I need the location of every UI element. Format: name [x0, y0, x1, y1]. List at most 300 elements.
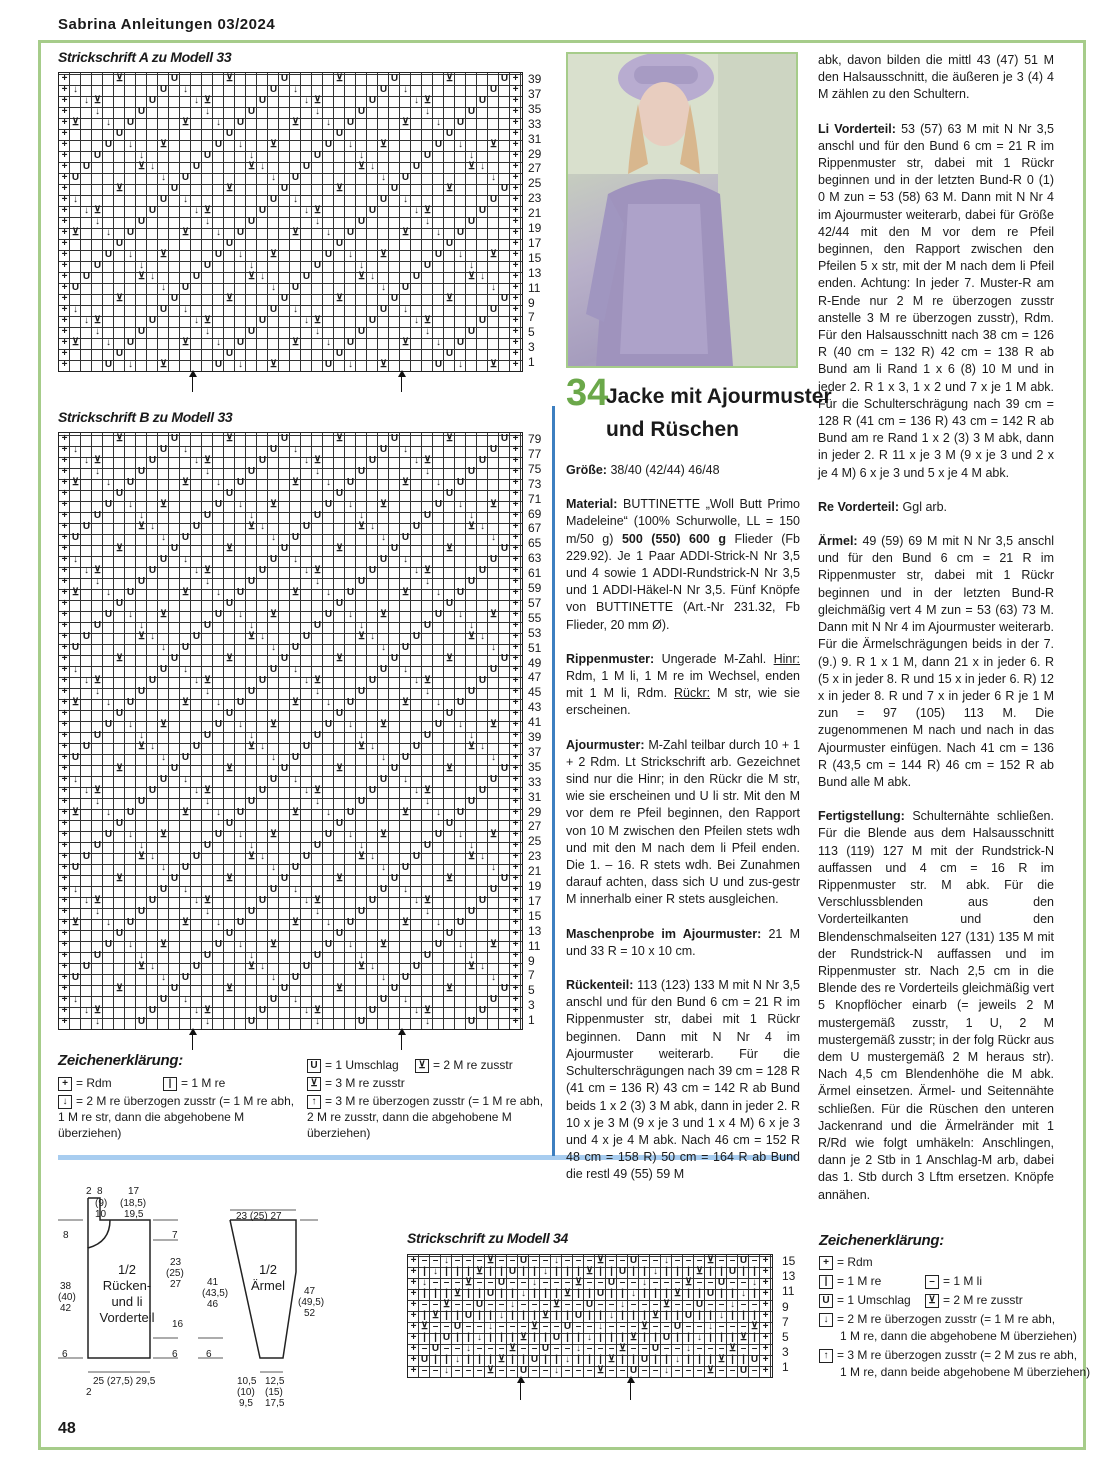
- stitch-symbol: +: [61, 796, 68, 807]
- stitch-symbol: ⊻: [115, 873, 124, 884]
- stitch-symbol: U: [148, 785, 157, 796]
- stitch-symbol: ↓: [183, 774, 188, 785]
- stitch-symbol: ↓: [466, 1343, 471, 1354]
- stitch-symbol: U: [269, 84, 278, 95]
- stitch-symbol: U: [137, 1016, 146, 1027]
- stitch-symbol: ⊻: [467, 521, 476, 532]
- stitch-symbol: ↓: [238, 359, 243, 370]
- stitch-symbol: U: [71, 752, 80, 763]
- stitch-symbol: ↓: [414, 565, 419, 576]
- stitch-symbol: ↓: [414, 315, 419, 326]
- stitch-symbol: U: [126, 337, 135, 348]
- stitch-symbol: ⊻: [247, 851, 256, 862]
- stitch-symbol: ↓: [359, 620, 364, 631]
- legend33-three-re: ⊻ = 3 M re zusstr: [307, 1075, 405, 1091]
- stitch-symbol: U: [324, 249, 333, 260]
- stitch-symbol: +: [61, 961, 68, 972]
- stitch-symbol: +: [512, 741, 519, 752]
- stitch-symbol: U: [357, 1016, 366, 1027]
- stitch-symbol: ↓: [315, 466, 320, 477]
- stitch-symbol: ⊻: [379, 719, 388, 730]
- stitch-symbol: ⊻: [486, 1365, 495, 1376]
- stitch-symbol: ⊻: [563, 1288, 572, 1299]
- stitch-symbol: ↓: [433, 1266, 438, 1277]
- stitch-symbol: U: [214, 139, 223, 150]
- stitch-symbol: ⊻: [401, 587, 410, 598]
- stitch-symbol: ↓: [491, 532, 496, 543]
- stitch-symbol: –: [432, 1299, 439, 1310]
- stitch-symbol: ↓: [719, 1310, 724, 1321]
- stitch-symbol: U: [302, 521, 311, 532]
- stitch-symbol: ⊻: [467, 271, 476, 282]
- stitch-symbol: +: [512, 315, 519, 326]
- stitch-symbol: –: [498, 1299, 505, 1310]
- stitch-symbol: U: [236, 697, 245, 708]
- stitch-symbol: |: [610, 1266, 613, 1277]
- stitch-symbol: ⊻: [497, 1354, 506, 1365]
- stitch-symbol: U: [115, 348, 124, 359]
- stitch-symbol: ⊻: [225, 873, 234, 884]
- stitch-symbol: U: [104, 249, 113, 260]
- stitch-symbol: ⊻: [225, 653, 234, 664]
- stitch-symbol: +: [410, 1354, 417, 1365]
- stitch-symbol: +: [61, 741, 68, 752]
- stitch-symbol: U: [368, 565, 377, 576]
- rdm-symbol-icon: +: [58, 1077, 72, 1091]
- stitch-symbol: ↓: [106, 917, 111, 928]
- stitch-symbol: +: [61, 161, 68, 172]
- chart-34-grid: [407, 1254, 773, 1378]
- sk2p-icon: ↑: [307, 1095, 321, 1109]
- stitch-symbol: ↓: [161, 972, 166, 983]
- stitch-symbol: ⊻: [313, 315, 322, 326]
- row-number: 27: [528, 161, 542, 176]
- stitch-symbol: ⊻: [335, 433, 344, 444]
- stitch-symbol: |: [511, 1288, 514, 1299]
- stitch-symbol: +: [410, 1277, 417, 1288]
- stitch-symbol: +: [61, 807, 68, 818]
- stitch-symbol: U: [170, 543, 179, 554]
- stitch-symbol: ↓: [194, 1005, 199, 1016]
- stitch-symbol: +: [512, 752, 519, 763]
- stitch-symbol: ↓: [293, 194, 298, 205]
- stitch-symbol: ↓: [370, 271, 375, 282]
- stitch-symbol: U: [104, 139, 113, 150]
- stitch-symbol: ↓: [304, 95, 309, 106]
- row-number: 35: [528, 759, 542, 774]
- stitch-symbol: U: [159, 774, 168, 785]
- stitch-symbol: +: [61, 928, 68, 939]
- legend33-rdm: + = Rdm: [58, 1075, 112, 1091]
- stitch-symbol: +: [512, 139, 519, 150]
- stitch-symbol: |: [533, 1288, 536, 1299]
- stitch-symbol: –: [740, 1321, 747, 1332]
- stitch-symbol: U: [291, 172, 300, 183]
- stitch-symbol: +: [61, 172, 68, 183]
- stitch-symbol: –: [564, 1365, 571, 1376]
- rib-paragraph: Rippenmuster: Ungerade M-Zahl. Hinr: Rdm, 1 M li, 1 M re im Wechsel, enden mit 1 M li, Rdm. Rückr: M str, wie sie erscheinen.: [566, 651, 800, 718]
- legend34-re: | = 1 M re: [819, 1273, 881, 1289]
- stitch-symbol: ⊻: [739, 1332, 748, 1343]
- row-number: 47: [528, 670, 542, 685]
- legend34-li: – = 1 M li: [925, 1273, 982, 1289]
- stitch-symbol: U: [401, 862, 410, 873]
- stitch-symbol: |: [621, 1354, 624, 1365]
- stitch-symbol: U: [82, 271, 91, 282]
- stitch-symbol: |: [566, 1310, 569, 1321]
- stitch-symbol: ↓: [150, 851, 155, 862]
- stitch-symbol: +: [61, 1016, 68, 1027]
- row-number: 33: [528, 774, 542, 789]
- stitch-symbol: ↓: [741, 1288, 746, 1299]
- stitch-symbol: U: [181, 642, 190, 653]
- stitch-symbol: |: [467, 1332, 470, 1343]
- stitch-symbol: –: [696, 1277, 703, 1288]
- stitch-symbol: |: [423, 1332, 426, 1343]
- stitch-symbol: U: [324, 719, 333, 730]
- stitch-symbol: U: [357, 796, 366, 807]
- stitch-symbol: ↓: [95, 326, 100, 337]
- stitch-symbol: +: [512, 664, 519, 675]
- stitch-symbol: |: [522, 1310, 525, 1321]
- stitch-symbol: ↓: [161, 282, 166, 293]
- stitch-symbol: ↓: [381, 282, 386, 293]
- stitch-symbol: –: [586, 1277, 593, 1288]
- stitch-symbol: U: [137, 576, 146, 587]
- stitch-symbol: –: [520, 1321, 527, 1332]
- stitch-symbol: ⊻: [93, 315, 102, 326]
- stitch-symbol: |: [731, 1310, 734, 1321]
- row-number: 79: [528, 432, 542, 446]
- decrease-left-icon: ↓: [58, 1095, 72, 1109]
- stitch-symbol: ↓: [631, 1288, 636, 1299]
- stitch-symbol: +: [61, 774, 68, 785]
- stitch-symbol: ↓: [84, 675, 89, 686]
- stitch-symbol: ↓: [161, 752, 166, 763]
- stitch-symbol: U: [346, 587, 355, 598]
- stitch-symbol: U: [115, 488, 124, 499]
- dim-9: (9): [95, 1198, 108, 1209]
- stitch-symbol: –: [509, 1277, 516, 1288]
- stitch-symbol: U: [412, 631, 421, 642]
- stitch-symbol: –: [597, 1299, 604, 1310]
- dim-back-bottom: 25 (27,5) 29,5: [93, 1376, 156, 1387]
- stitch-symbol: U: [236, 337, 245, 348]
- stitch-symbol: |: [445, 1310, 448, 1321]
- stitch-symbol: ⊻: [203, 205, 212, 216]
- stitch-symbol: ⊻: [181, 117, 190, 128]
- stitch-symbol: +: [762, 1277, 769, 1288]
- stitch-symbol: U: [467, 106, 476, 117]
- stitch-symbol: U: [104, 499, 113, 510]
- stitch-symbol: ↓: [480, 631, 485, 642]
- stitch-symbol: ↓: [106, 587, 111, 598]
- stitch-symbol: ⊻: [203, 895, 212, 906]
- stitch-symbol: U: [115, 598, 124, 609]
- stitch-symbol: ⊻: [269, 609, 278, 620]
- dim-49-5: (49,5): [298, 1297, 325, 1308]
- stitch-symbol: ↓: [95, 106, 100, 117]
- stitch-symbol: ↓: [84, 565, 89, 576]
- stitch-symbol: |: [467, 1288, 470, 1299]
- stitch-symbol: –: [718, 1321, 725, 1332]
- stitch-symbol: +: [762, 1332, 769, 1343]
- stitch-symbol: U: [467, 466, 476, 477]
- stitch-symbol: ↓: [216, 917, 221, 928]
- stitch-symbol: |: [434, 1354, 437, 1365]
- stitch-symbol: +: [512, 873, 519, 884]
- stitch-symbol: U: [148, 1005, 157, 1016]
- stitch-symbol: U: [192, 851, 201, 862]
- stitch-symbol: U: [181, 172, 190, 183]
- stitch-symbol: +: [512, 293, 519, 304]
- stitch-symbol: U: [291, 642, 300, 653]
- dim-15: (15): [265, 1387, 283, 1398]
- dim-52: 52: [304, 1308, 316, 1319]
- row-number: 39: [528, 72, 542, 86]
- stitch-symbol: ⊻: [137, 161, 146, 172]
- stitch-symbol: +: [512, 697, 519, 708]
- stitch-symbol: –: [751, 1365, 758, 1376]
- stitch-symbol: U: [93, 150, 102, 161]
- stitch-symbol: ↓: [359, 840, 364, 851]
- stitch-symbol: U: [478, 205, 487, 216]
- stitch-symbol: ⊻: [247, 521, 256, 532]
- stitch-symbol: U: [126, 477, 135, 488]
- stitch-symbol: ⊻: [137, 741, 146, 752]
- stitch-symbol: +: [61, 675, 68, 686]
- stitch-symbol: ⊻: [313, 205, 322, 216]
- stitch-symbol: ⊻: [423, 785, 432, 796]
- stitch-symbol: ↓: [260, 161, 265, 172]
- stitch-symbol: ⊻: [181, 917, 190, 928]
- stitch-symbol: U: [574, 1310, 583, 1321]
- stitch-symbol: ↓: [675, 1354, 680, 1365]
- stitch-symbol: –: [641, 1343, 648, 1354]
- stitch-symbol: U: [552, 1332, 561, 1343]
- stitch-symbol: ↓: [348, 829, 353, 840]
- stitch-symbol: ⊻: [530, 1321, 539, 1332]
- stitch-symbol: U: [214, 939, 223, 950]
- rdm-symbol-icon: +: [819, 1256, 833, 1270]
- stitch-symbol: U: [236, 227, 245, 238]
- stitch-symbol: ⊻: [464, 1277, 473, 1288]
- stitch-symbol: –: [608, 1365, 615, 1376]
- stitch-symbol: ⊻: [269, 829, 278, 840]
- stitch-symbol: –: [487, 1299, 494, 1310]
- stitch-symbol: ↓: [491, 862, 496, 873]
- stitch-symbol: |: [687, 1354, 690, 1365]
- stitch-symbol: ⊻: [357, 741, 366, 752]
- stitch-symbol: U: [192, 961, 201, 972]
- stitch-symbol: ↓: [469, 840, 474, 851]
- legend34-two-ueber-b: 1 M re, dann die abgehobene M überziehen): [840, 1329, 1077, 1343]
- stitch-symbol: U: [324, 359, 333, 370]
- stitch-symbol: –: [509, 1365, 516, 1376]
- stitch-symbol: –: [707, 1277, 714, 1288]
- stitch-symbol: U: [368, 785, 377, 796]
- stitch-symbol: U: [434, 499, 443, 510]
- stitch-symbol: +: [61, 840, 68, 851]
- stitch-symbol: ↓: [359, 950, 364, 961]
- stitch-symbol: –: [619, 1255, 626, 1266]
- stitch-symbol: +: [61, 554, 68, 565]
- legend33-three-ueber: ↑ = 3 M re überzogen zusstr (= 1 M re abh, 2 M re zusstr, dann die abgehobene M überziehen): [307, 1094, 544, 1140]
- stitch-symbol: +: [512, 488, 519, 499]
- stitch-symbol: +: [61, 664, 68, 675]
- stitch-symbol: U: [247, 576, 256, 587]
- stitch-symbol: ⊻: [574, 1277, 583, 1288]
- stitch-symbol: ⊻: [445, 183, 454, 194]
- row-number: 61: [528, 566, 542, 581]
- dim-46: 46: [207, 1299, 219, 1310]
- stitch-symbol: ↓: [95, 576, 100, 587]
- stitch-symbol: U: [148, 95, 157, 106]
- stitch-symbol: U: [489, 664, 498, 675]
- stitch-symbol: U: [434, 939, 443, 950]
- stitch-symbol: ↓: [304, 315, 309, 326]
- stitch-symbol: U: [519, 1255, 528, 1266]
- stitch-symbol: ↓: [205, 466, 210, 477]
- stitch-symbol: –: [465, 1299, 472, 1310]
- stitch-symbol: +: [512, 829, 519, 840]
- stitch-symbol: ↓: [315, 686, 320, 697]
- stitch-symbol: U: [236, 477, 245, 488]
- stitch-symbol: ⊻: [93, 1005, 102, 1016]
- stitch-symbol: +: [512, 205, 519, 216]
- stitch-symbol: U: [423, 150, 432, 161]
- stitch-symbol: ↓: [414, 1005, 419, 1016]
- stitch-symbol: U: [456, 477, 465, 488]
- stitch-symbol: ⊻: [93, 785, 102, 796]
- chart-b-left-arrow: [401, 1030, 402, 1050]
- stitch-symbol: U: [280, 433, 289, 444]
- k2tog-icon: ⊻: [415, 1059, 429, 1073]
- legend33-two-re: ⊻ = 2 M re zusstr: [415, 1057, 513, 1073]
- stitch-symbol: |: [533, 1310, 536, 1321]
- stitch-symbol: U: [423, 260, 432, 271]
- dim-19-5: 19,5: [124, 1209, 144, 1220]
- stitch-symbol: U: [71, 972, 80, 983]
- stitch-symbol: U: [269, 554, 278, 565]
- stitch-symbol: |: [654, 1288, 657, 1299]
- stitch-symbol: +: [410, 1321, 417, 1332]
- stitch-symbol: U: [258, 675, 267, 686]
- stitch-symbol: +: [61, 708, 68, 719]
- stitch-symbol: ⊻: [181, 587, 190, 598]
- row-number: 43: [528, 700, 542, 715]
- stitch-symbol: +: [762, 1354, 769, 1365]
- stitch-symbol: |: [434, 1332, 437, 1343]
- stitch-symbol: ⊻: [93, 95, 102, 106]
- stitch-symbol: ↓: [370, 961, 375, 972]
- stitch-symbol: –: [432, 1277, 439, 1288]
- stitch-symbol: –: [432, 1255, 439, 1266]
- stitch-symbol: +: [512, 1016, 519, 1027]
- stitch-symbol: ⊻: [313, 565, 322, 576]
- stitch-symbol: +: [61, 543, 68, 554]
- stitch-symbol: +: [512, 433, 519, 444]
- stitch-symbol: U: [225, 818, 234, 829]
- stitch-symbol: U: [390, 653, 399, 664]
- stitch-symbol: +: [61, 337, 68, 348]
- stitch-symbol: U: [401, 532, 410, 543]
- stitch-symbol: ↓: [348, 939, 353, 950]
- stitch-symbol: U: [467, 326, 476, 337]
- stitch-symbol: U: [423, 510, 432, 521]
- stitch-symbol: +: [512, 774, 519, 785]
- stitch-symbol: ↓: [469, 150, 474, 161]
- stitch-symbol: |: [632, 1354, 635, 1365]
- stitch-symbol: ↓: [139, 510, 144, 521]
- stitch-symbol: U: [137, 906, 146, 917]
- stitch-symbol: ↓: [480, 521, 485, 532]
- stitch-symbol: U: [379, 994, 388, 1005]
- stitch-symbol: +: [61, 1005, 68, 1016]
- row-number: 69: [528, 506, 542, 521]
- dim-10b: (10): [237, 1387, 255, 1398]
- stitch-symbol: U: [236, 117, 245, 128]
- row-number: 37: [528, 744, 542, 759]
- stitch-symbol: ⊻: [423, 205, 432, 216]
- row-number: 15: [528, 908, 542, 923]
- stitch-symbol: U: [258, 455, 267, 466]
- row-number: 1: [528, 355, 535, 370]
- stitch-symbol: –: [476, 1255, 483, 1266]
- stitch-symbol: ↓: [381, 172, 386, 183]
- stitch-symbol: U: [258, 95, 267, 106]
- stitch-symbol: ⊻: [203, 565, 212, 576]
- stitch-symbol: –: [751, 1343, 758, 1354]
- row-number: 7: [782, 1314, 789, 1329]
- stitch-symbol: ↓: [565, 1354, 570, 1365]
- stitch-symbol: ↓: [315, 576, 320, 587]
- stitch-symbol: ↓: [128, 359, 133, 370]
- stitch-symbol: ↓: [73, 664, 78, 675]
- stitch-symbol: U: [456, 917, 465, 928]
- stitch-symbol: ⊻: [445, 983, 454, 994]
- stitch-symbol: U: [445, 488, 454, 499]
- stitch-symbol: +: [512, 576, 519, 587]
- stitch-symbol: U: [412, 741, 421, 752]
- row-number: 51: [528, 640, 542, 655]
- stitch-symbol: ⊻: [541, 1310, 550, 1321]
- stitch-symbol: |: [588, 1354, 591, 1365]
- stitch-symbol: |: [522, 1266, 525, 1277]
- stitch-symbol: –: [421, 1255, 428, 1266]
- stitch-symbol: U: [489, 554, 498, 565]
- stitch-symbol: ↓: [205, 796, 210, 807]
- stitch-symbol: ⊻: [357, 271, 366, 282]
- stitch-symbol: U: [728, 1266, 737, 1277]
- stitch-symbol: –: [619, 1365, 626, 1376]
- stitch-symbol: |: [544, 1332, 547, 1343]
- row-number: 31: [528, 131, 542, 146]
- stitch-symbol: U: [137, 796, 146, 807]
- stitch-symbol: +: [61, 653, 68, 664]
- stitch-symbol: U: [192, 521, 201, 532]
- stitch-symbol: ⊻: [115, 183, 124, 194]
- stitch-symbol: U: [159, 554, 168, 565]
- stitch-symbol: U: [401, 282, 410, 293]
- stitch-symbol: U: [115, 238, 124, 249]
- schematic-sleeve-label: 1/2 Ärmel: [251, 1262, 285, 1293]
- stitch-symbol: +: [61, 763, 68, 774]
- stitch-symbol: U: [368, 895, 377, 906]
- stitch-symbol: ↓: [249, 150, 254, 161]
- instructions-column-2: [566, 462, 800, 1201]
- stitch-symbol: |: [555, 1354, 558, 1365]
